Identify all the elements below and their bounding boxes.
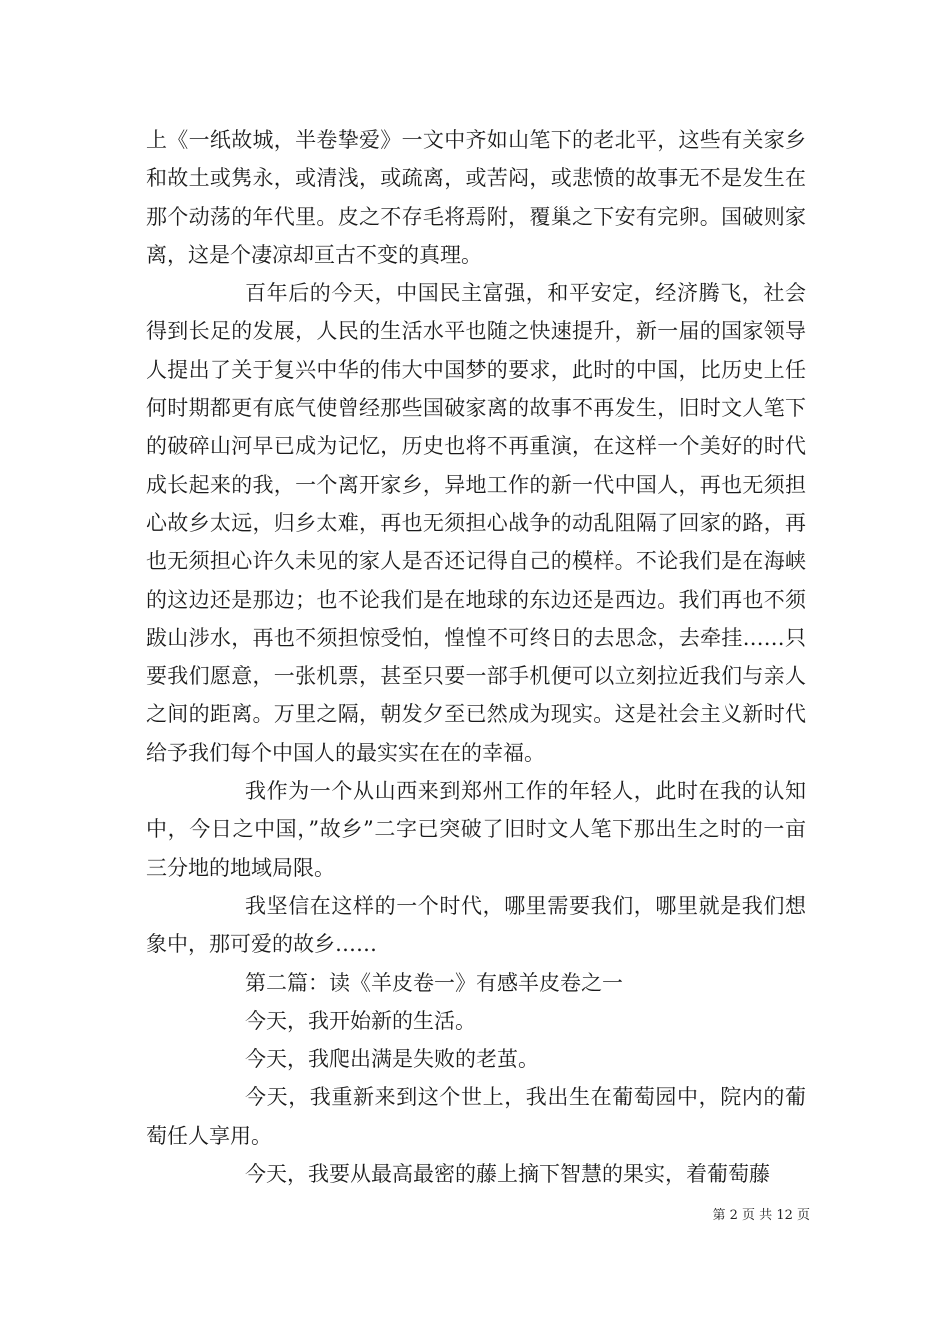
page-number-footer: 第 2 页 共 12 页 — [712, 1208, 810, 1223]
paragraph-5-section-title: 第二篇：读《羊皮卷一》有感羊皮卷之一 — [245, 970, 623, 995]
paragraph-1: 上《一纸故城，半卷挚爱》一文中齐如山笔下的老北平，这些有关家乡和故土或隽永，或清浅，或疏离，或苦闷，或悲愤的故事无不是发生在那个动荡的年代里。皮之不存毛将焉附，覆巢之下安有完卵。国破则家离，这是个凄凉却亘古不变的真理。 — [146, 128, 806, 267]
paragraph-6: 今天，我开始新的生活。 — [245, 1008, 476, 1033]
paragraph-7: 今天，我爬出满是失败的老茧。 — [245, 1047, 539, 1072]
paragraph-8: 今天，我重新来到这个世上，我出生在葡萄园中，院内的葡萄任人享用。 — [146, 1085, 806, 1148]
document-body — [146, 121, 806, 1193]
paragraph-9: 今天，我要从最高最密的藤上摘下智慧的果实，着葡萄藤 — [245, 1162, 770, 1187]
paragraph-3: 我作为一个从山西来到郑州工作的年轻人，此时在我的认知中，今日之中国，”故乡”二字已突破了旧时文人笔下那出生之时的一亩三分地的地域局限。 — [146, 779, 806, 880]
paragraph-2: 百年后的今天，中国民主富强，和平安定，经济腾飞，社会得到长足的发展，人民的生活水平也随之快速提升，新一届的国家领导人提出了关于复兴中华的伟大中国梦的要求，此时的中国，比历史上任何时期都更有底气使曾经那些国破家离的故事不再发生，旧时文人笔下的破碎山河早已成为记忆，历史也将不再重演，在这样一个美好的时代成长起来的我，一个离开家乡，异地工作的新一代中国人，再也无须担心故乡太远，归乡太难，再也无须担心战争的动乱阻隔了回家的路，再也无须担心许久未见的家人是否还记得自己的模样。不论我们是在海峡的这边还是那边；也不论我们是在地球的东边还是西边。我们再也不须跋山涉水，再也不须担惊受怕，惶惶不可终日的去思念，去牵挂……只要我们愿意，一张机票，甚至只要一部手机便可以立刻拉近我们与亲人之间的距离。万里之隔，朝发夕至已然成为现实。这是社会主义新时代给予我们每个中国人的最实实在在的幸福。 — [146, 281, 806, 765]
paragraph-4: 我坚信在这样的一个时代，哪里需要我们，哪里就是我们想象中，那可爱的故乡…… — [146, 893, 806, 957]
